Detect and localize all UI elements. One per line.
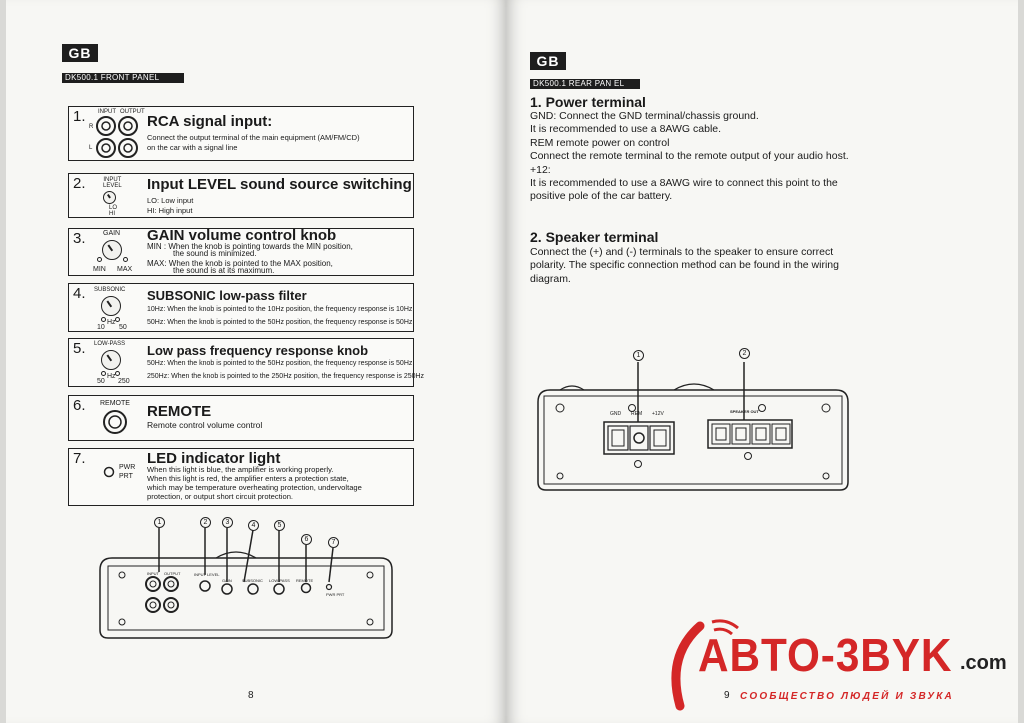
- item-title: RCA signal input:: [147, 113, 273, 130]
- callout-1: 1: [154, 517, 165, 528]
- diagram-lowpass-label: LOW-PASS: [269, 578, 290, 583]
- text-line: Connect the remote terminal to the remote output of your audio host.: [530, 150, 849, 163]
- item-number: 5.: [73, 340, 86, 357]
- item-title: Low pass frequency response knob: [147, 343, 369, 358]
- diagram-subsonic-label: SUBSONIC: [242, 578, 263, 583]
- diagram-gain-label: GAIN: [222, 578, 232, 583]
- page-number: 8: [248, 690, 254, 701]
- gain-label: GAIN: [103, 230, 121, 237]
- speaker-terminal-text: [530, 246, 890, 286]
- gain-min-label: MIN: [93, 266, 106, 273]
- callout-5: 5: [274, 520, 285, 531]
- item-number: 6.: [73, 397, 86, 414]
- level-switch-icon: [103, 191, 116, 204]
- item-input-level: [68, 173, 414, 218]
- item-number: 3.: [73, 230, 86, 247]
- callout-3: 3: [222, 517, 233, 528]
- item-title: GAIN volume control knob: [147, 227, 337, 244]
- text-line: positive pole of the car battery.: [530, 190, 673, 203]
- item-rca-input: [68, 106, 414, 161]
- item-desc: Connect the output terminal of the main equipment (AM/FM/CD): [147, 133, 360, 142]
- item-desc: Remote control volume control: [147, 420, 263, 430]
- item-desc: MIN : When the knob is pointing towards the MIN position,: [147, 242, 353, 251]
- left-page: [6, 0, 506, 723]
- rca-jacks-icon: [95, 115, 139, 159]
- item-title: REMOTE: [147, 403, 212, 420]
- item-desc: When this light is blue, the amplifier is working properly.: [147, 465, 334, 474]
- subsonic-high-label: 50: [119, 324, 127, 331]
- item-desc: 250Hz: When the knob is pointed to the 250Hz position, the frequency response is 250Hz: [147, 373, 425, 380]
- item-desc: protection, or output short circuit protection.: [147, 492, 294, 501]
- power-terminal-text: [530, 110, 890, 204]
- item-desc: 50Hz: When the knob is pointed to the 50Hz position, the frequency response is 50Hz: [147, 319, 413, 326]
- text-line: It is recommended to use a 8AWG wire to connect this point to the: [530, 177, 838, 190]
- item-subsonic-filter: [68, 283, 414, 332]
- power-terminal-title: 1. Power terminal: [530, 94, 646, 110]
- item-desc: MAX: When the knob is pointed to the MAX position,: [147, 259, 333, 268]
- rca-input-label: INPUT: [98, 109, 116, 115]
- led-icon: [103, 466, 115, 478]
- item-desc: the sound is minimized.: [173, 249, 257, 258]
- lowpass-low-dot-icon: [101, 371, 106, 376]
- item-number: 7.: [73, 450, 86, 467]
- led-pwr-label: PWR: [119, 464, 136, 471]
- item-desc: LO: Low input: [147, 196, 194, 205]
- text-line: diagram.: [530, 272, 571, 285]
- gain-max-label: MAX: [117, 266, 133, 273]
- rca-output-label: OUTPUT: [120, 109, 145, 115]
- item-title: LED indicator light: [147, 450, 281, 467]
- rca-l-label: L: [89, 145, 93, 151]
- item-desc: When this light is red, the amplifier enters a protection state,: [147, 474, 349, 483]
- lowpass-low-label: 50: [97, 378, 105, 385]
- text-line: It is recommended to use a 8AWG cable.: [530, 123, 722, 136]
- level-lo-label: LO: [109, 205, 118, 211]
- gnd-label: GND: [610, 411, 622, 417]
- diagram-level-label: INPUT LEVEL: [194, 572, 220, 577]
- callout-4: 4: [248, 520, 259, 531]
- max-dot-icon: [123, 257, 128, 262]
- callout-2: 2: [739, 348, 750, 359]
- watermark-logo: [660, 616, 1024, 723]
- gain-knob-icon: [102, 240, 122, 260]
- diagram-input-label: INPUT: [147, 571, 159, 576]
- item-number: 4.: [73, 285, 86, 302]
- text-line: +12:: [530, 163, 551, 176]
- item-title: SUBSONIC low-pass filter: [147, 288, 307, 303]
- front-panel-outline: [96, 510, 396, 640]
- item-remote: [68, 395, 414, 441]
- item-led-indicator: [68, 448, 414, 506]
- item-number: 2.: [73, 175, 86, 192]
- rca-r-label: R: [89, 124, 94, 130]
- subsonic-low-dot-icon: [101, 317, 106, 322]
- remote-jack-icon: [102, 409, 128, 435]
- item-desc: the sound is at its maximum.: [173, 266, 275, 275]
- gb-badge: GB: [530, 52, 566, 70]
- speaker-out-label: SPEAKER OUT: [730, 409, 759, 414]
- section-title: DK500.1 REAR PAN EL: [530, 79, 640, 89]
- rem-label: REM: [631, 411, 643, 417]
- logo-domain-suffix: .com: [960, 652, 1007, 674]
- speaker-terminal-title: 2. Speaker terminal: [530, 229, 659, 245]
- section-title: DK500.1 FRONT PANEL: [62, 73, 184, 83]
- item-gain-knob: [68, 228, 414, 276]
- led-prt-label: PRT: [119, 473, 133, 480]
- front-panel-diagram: [96, 510, 396, 640]
- text-line: GND: Connect the GND terminal/chassis ground.: [530, 110, 759, 122]
- min-dot-icon: [97, 257, 102, 262]
- input-level-label: INPUT LEVEL: [103, 177, 122, 189]
- text-line: polarity. The specific connection method can be found in the wiring: [530, 259, 839, 272]
- plus12-label: +12V: [652, 411, 664, 417]
- item-desc: which may be temperature overheating protection, undervoltage: [147, 483, 362, 492]
- diagram-pwr-prt-label: PWR PRT: [326, 592, 345, 597]
- item-lowpass-knob: [68, 338, 425, 387]
- item-desc: 50Hz: When the knob is pointed to the 50Hz position, the frequency response is 50Hz: [147, 360, 413, 367]
- diagram-remote-label: REMOTE: [296, 578, 314, 583]
- item-desc: on the car with a signal line: [147, 143, 238, 152]
- level-hi-label: HI: [109, 211, 115, 217]
- rear-panel-diagram: [534, 344, 854, 494]
- gb-badge: GB: [62, 44, 98, 62]
- lowpass-label: LOW-PASS: [94, 341, 126, 347]
- right-page: [506, 0, 1018, 723]
- page-number: 9: [724, 690, 730, 701]
- diagram-output-label: OUTPUT: [164, 571, 181, 576]
- subsonic-knob-icon: [101, 296, 121, 316]
- logo-tagline: СООБЩЕСТВО ЛЮДЕЙ И ЗВУКА: [740, 691, 954, 702]
- item-desc: 10Hz: When the knob is pointed to the 10Hz position, the frequency response is 10Hz: [147, 306, 413, 313]
- text-line: Connect the (+) and (-) terminals to the speaker to ensure correct: [530, 246, 834, 258]
- subsonic-label: SUBSONIC: [94, 287, 126, 293]
- callout-1: 1: [633, 350, 644, 361]
- logo-wordmark: ABTO-3BYK: [698, 629, 953, 681]
- text-line: REM remote power on control: [530, 136, 670, 149]
- item-desc: HI: High input: [147, 206, 193, 215]
- subsonic-hz-label: Hz: [107, 319, 116, 326]
- lowpass-knob-icon: [101, 350, 121, 370]
- rear-panel-outline: [534, 344, 854, 494]
- callout-2: 2: [200, 517, 211, 528]
- callout-6: 6: [301, 534, 312, 545]
- item-title: Input LEVEL sound source switching: [147, 176, 412, 193]
- remote-label: REMOTE: [100, 400, 130, 407]
- subsonic-low-label: 10: [97, 324, 105, 331]
- item-number: 1.: [73, 108, 86, 125]
- lowpass-hz-label: Hz: [107, 373, 116, 380]
- lowpass-high-label: 250: [118, 378, 130, 385]
- callout-7: 7: [328, 537, 339, 548]
